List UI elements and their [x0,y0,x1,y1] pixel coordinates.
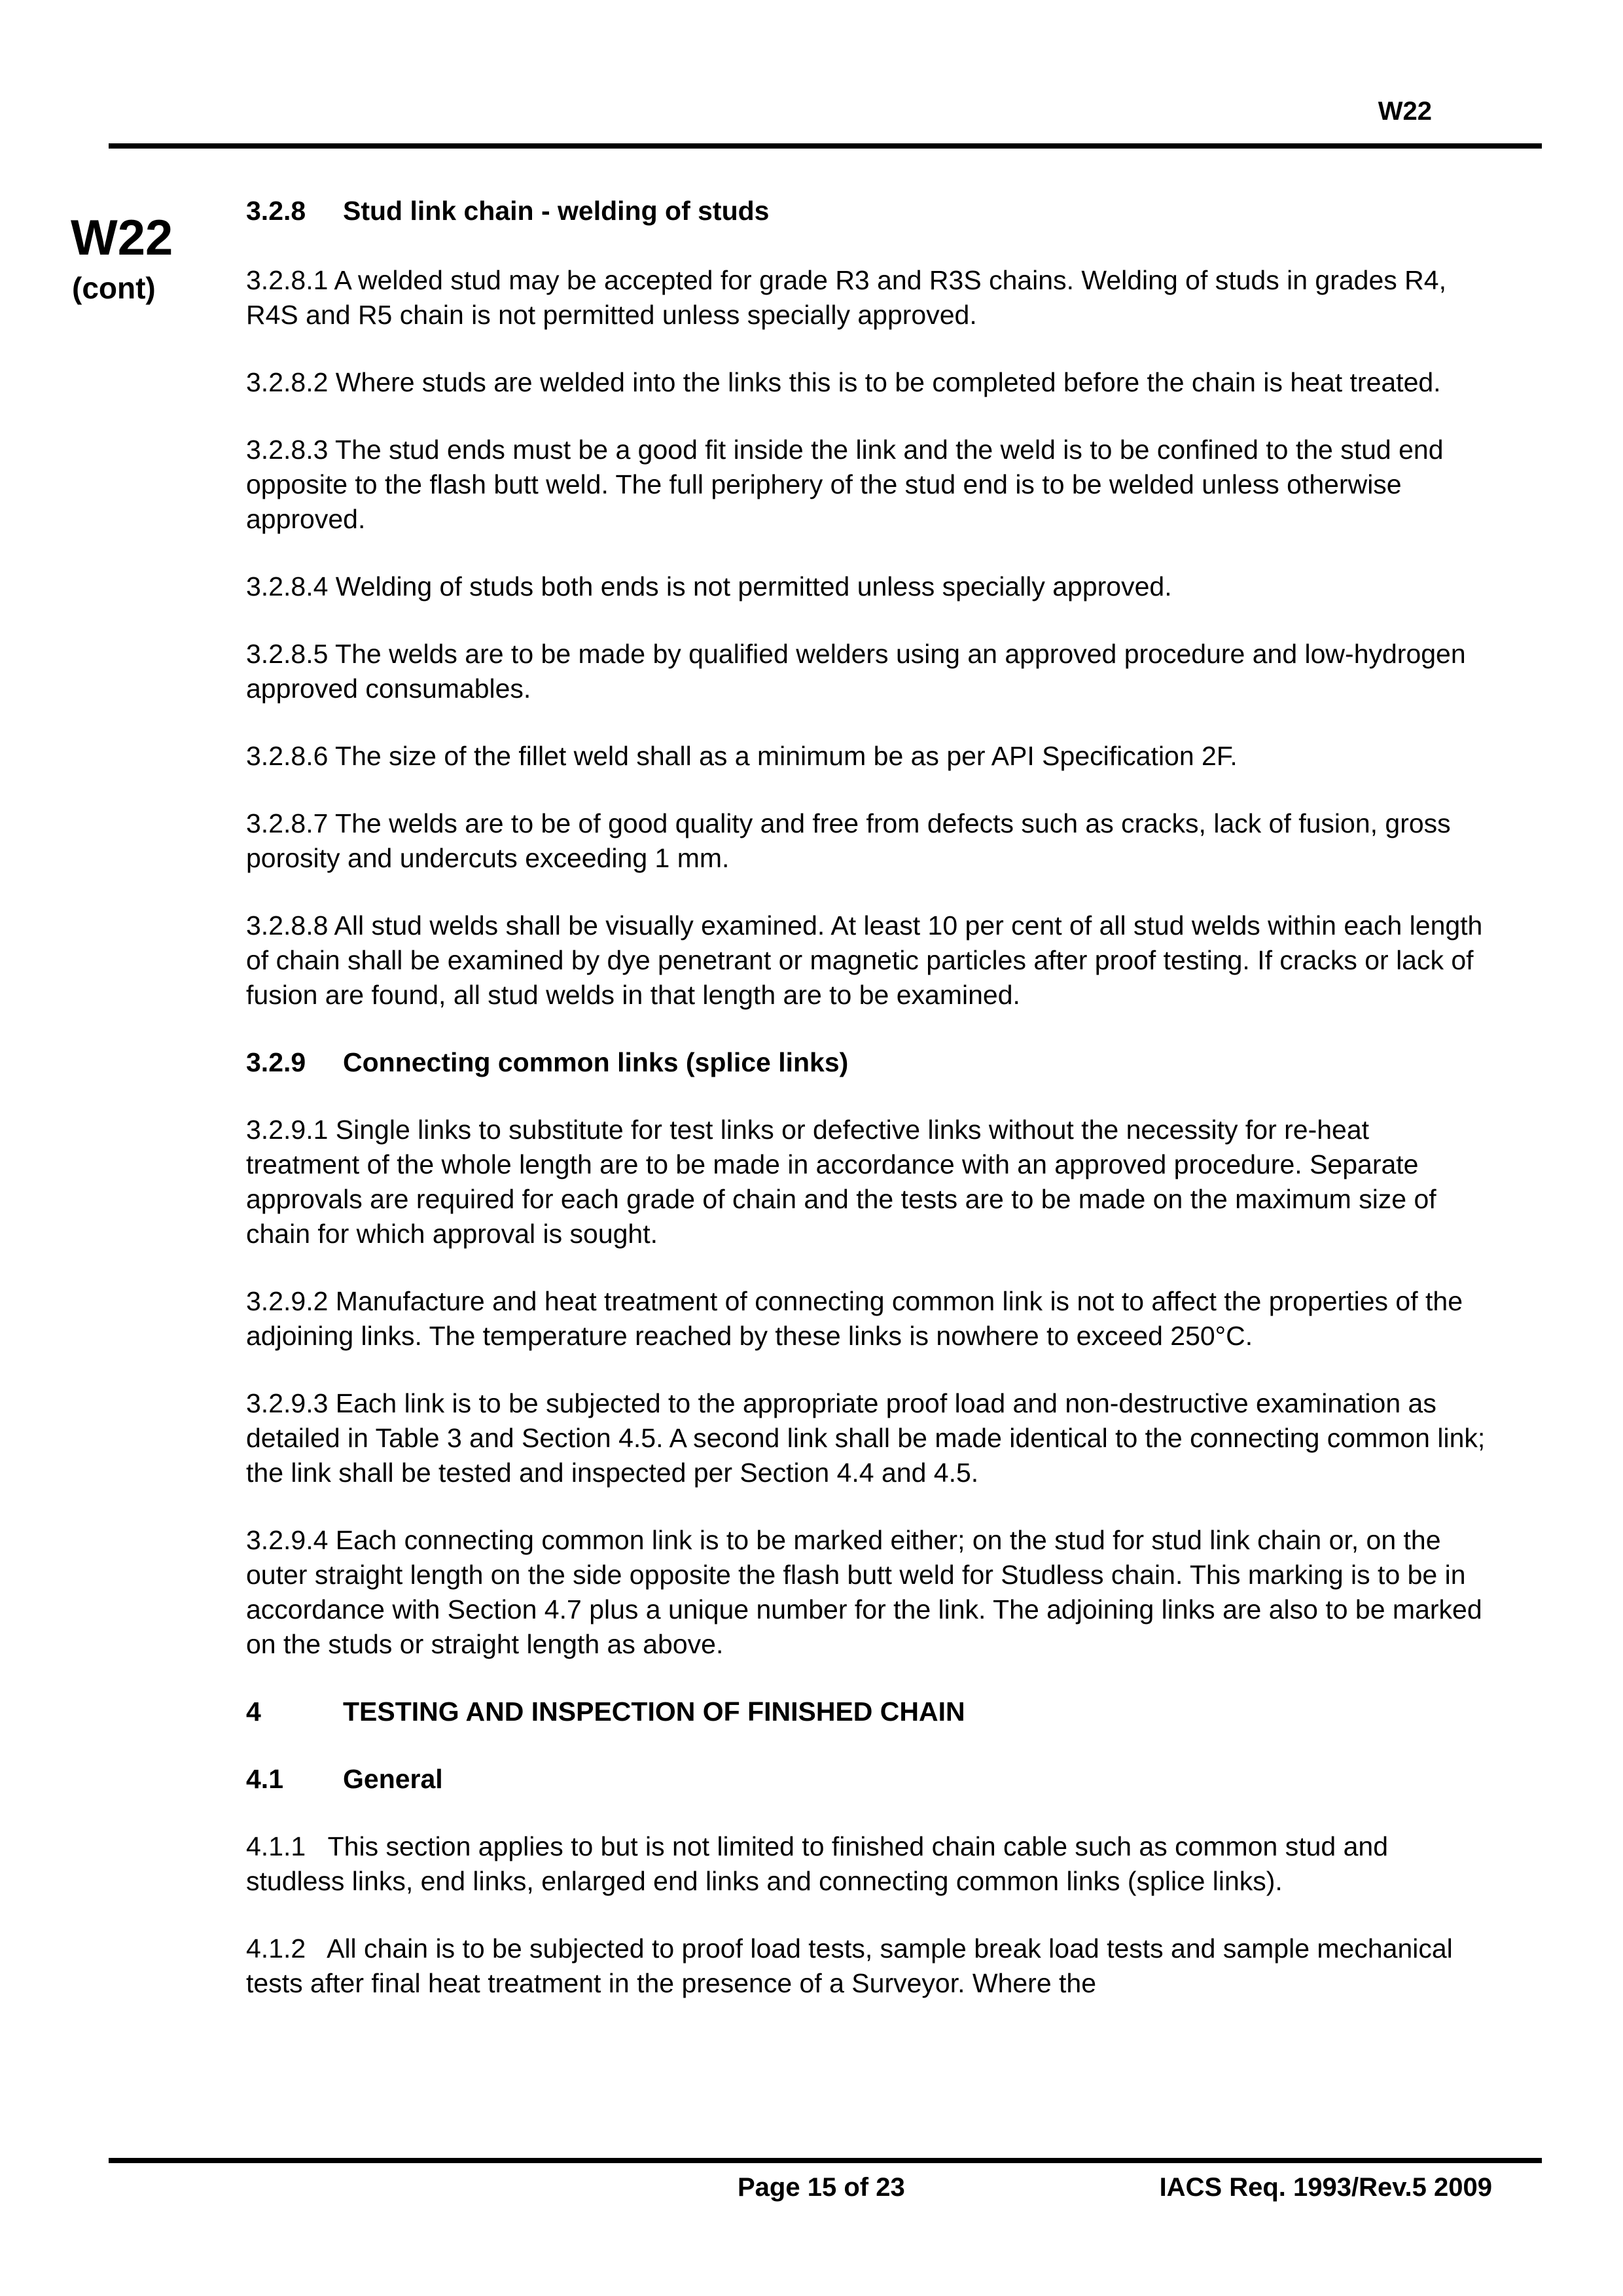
section-heading-4-1 [246,1762,1489,1797]
paragraph-3-2-8-1: 3.2.8.1 A welded stud may be accepted for grade R3 and R3S chains. Welding of studs in grades R4, R4S and R5 chain is not permitted unless specially approved. [246,265,1446,330]
paragraph-3-2-8-2: 3.2.8.2 Where studs are welded into the links this is to be completed before the chain is heat treated. [246,367,1441,397]
section-title: Stud link chain - welding of studs [343,196,770,226]
paragraph-3-2-9-3: 3.2.9.3 Each link is to be subjected to the appropriate proof load and non-destructive examination as detailed in Table 3 and Section 4.5. A second link shall be made identical to the connecting common link; the link shall be tested and inspected per Section 4.4 and 4.5. [246,1388,1486,1488]
paragraph-3-2-8-7: 3.2.8.7 The welds are to be of good quality and free from defects such as cracks, lack of fusion, gross porosity and undercuts exceeding 1 mm. [246,808,1451,873]
paragraph-4-1-1: 4.1.1 This section applies to but is not limited to finished chain cable such as common stud and studless links, end links, enlarged end links and connecting common links (splice links). [246,1831,1396,1896]
section-number: 3.2.9 [246,1047,306,1077]
section-number: 4 [246,1696,261,1727]
paragraph-3-2-9-2: 3.2.9.2 Manufacture and heat treatment of connecting common link is not to affect the properties of the adjoining links. The temperature reached by these links is nowhere to exceed 250°C. [246,1286,1463,1351]
section-number: 4.1 [246,1764,283,1794]
paragraph-3-2-8-6: 3.2.8.6 The size of the fillet weld shall as a minimum be as per API Specification 2F. [246,741,1238,771]
paragraph-3-2-9-4: 3.2.9.4 Each connecting common link is to be marked either; on the stud for stud link chain or, on the outer straight length on the side opposite the flash butt weld for Studless chain. This marking is to be in accordance with Section 4.7 plus a unique number for the link. The adjoining links are also to be marked on the studs or straight length as above. [246,1525,1482,1659]
paragraph-3-2-8-5: 3.2.8.5 The welds are to be made by qualified welders using an approved procedure and low-hydrogen approved consumables. [246,639,1466,704]
paragraph-3-2-8-4: 3.2.8.4 Welding of studs both ends is not permitted unless specially approved. [246,571,1172,601]
document-reference: IACS Req. 1993/Rev.5 2009 [1159,2173,1492,2202]
section-number: 3.2.8 [246,196,306,226]
paragraph-3-2-8-8: 3.2.8.8 All stud welds shall be visually examined. At least 10 per cent of all stud welds within each length of chain shall be examined by dye penetrant or magnetic particles after proof testing. If cracks or lack of fusion are found, all stud welds in that length are to be examined. [246,910,1483,1010]
section-title: TESTING AND INSPECTION OF FINISHED CHAIN [343,1696,965,1727]
paragraph-4-1-2: 4.1.2 All chain is to be subjected to proof load tests, sample break load tests and sample mechanical tests after final heat treatment in the presence of a Surveyor. Where the [246,1933,1461,1998]
document-body [246,194,1489,2001]
paragraph-3-2-8-3: 3.2.8.3 The stud ends must be a good fit inside the link and the weld is to be confined to the stud end opposite to the flash butt weld. The full periphery of the stud end is to be welded unless otherwise approved. [246,435,1444,534]
section-title: Connecting common links (splice links) [343,1047,849,1077]
page-number: Page 15 of 23 [738,2173,905,2202]
paragraph-3-2-9-1: 3.2.9.1 Single links to substitute for test links or defective links without the necessity for re-heat treatment of the whole length are to be made in accordance with an approved procedure. Separate approvals are required for each grade of chain and the tests are to be made on the maximum size of chain for which approval is sought. [246,1115,1436,1249]
margin-continued-label: (cont) [72,271,156,305]
section-heading-3-2-9 [246,1045,1489,1080]
header-document-code: W22 [1378,97,1432,126]
margin-document-code: W22 [71,210,173,266]
header-rule [109,143,1542,149]
section-heading-4 [246,1695,1489,1729]
section-heading-3-2-8 [246,194,1489,228]
section-title: General [343,1764,443,1794]
footer-rule [109,2158,1542,2163]
